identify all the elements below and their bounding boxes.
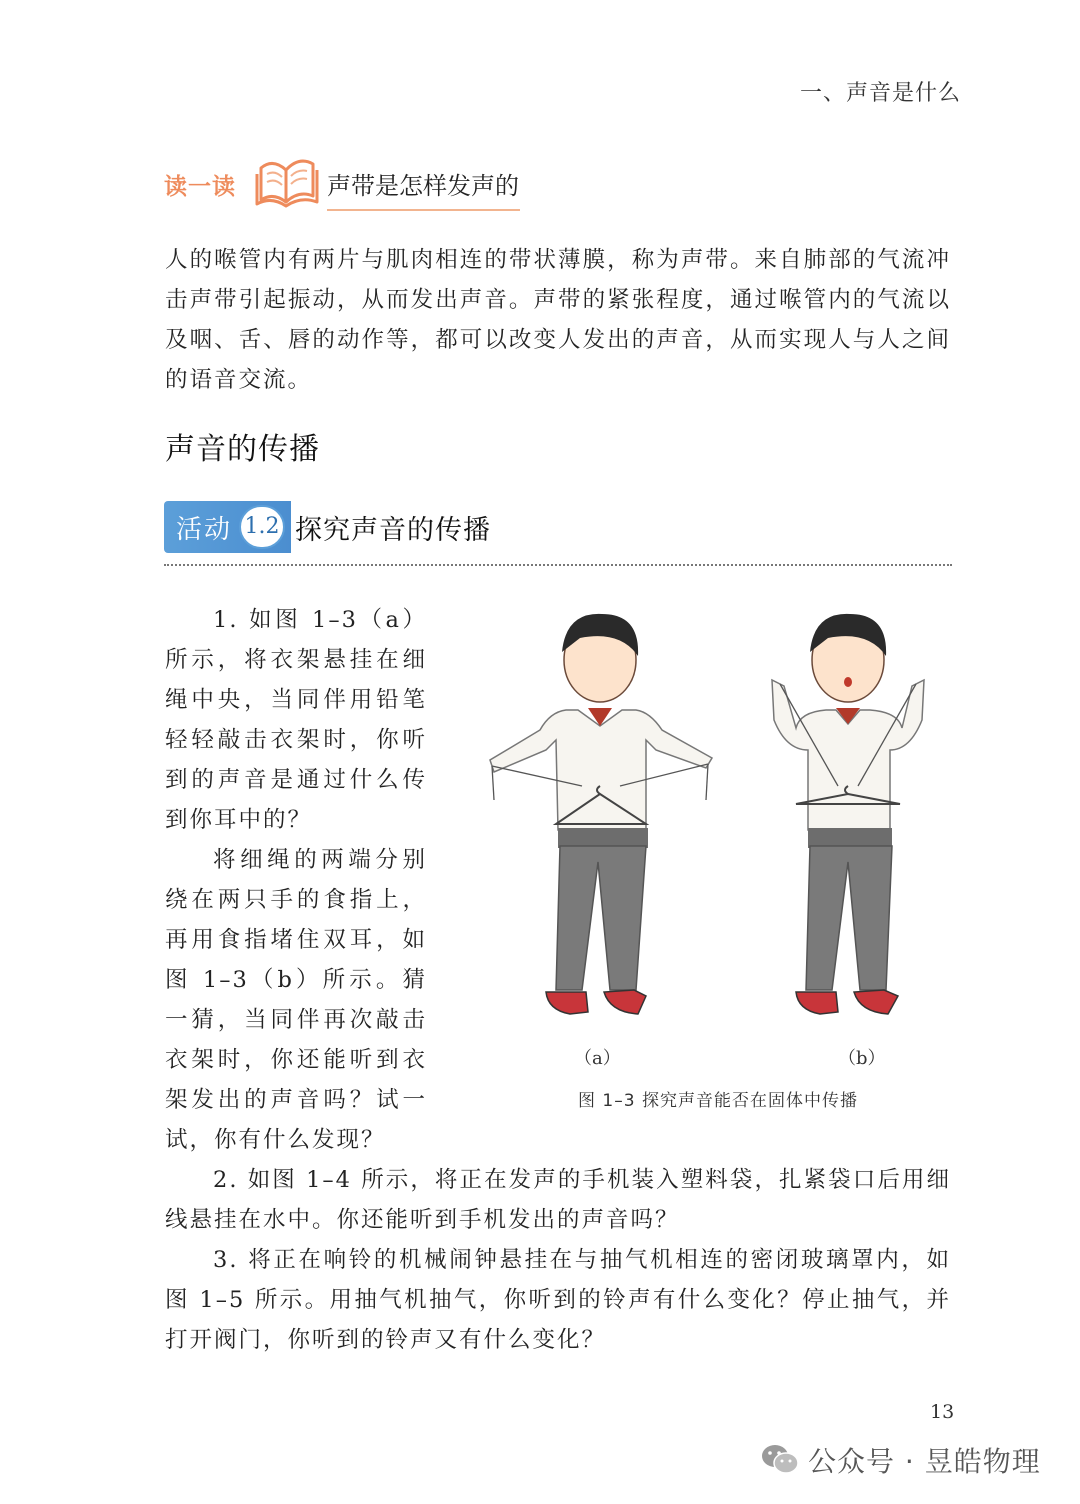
figure-illustration — [470, 600, 950, 1040]
section-title: 声音的传播 — [165, 432, 320, 467]
open-book-icon — [255, 150, 319, 208]
figure-caption: 图 1–3 探究声音能否在固体中传播 — [578, 1091, 858, 1111]
boy-b-illustration — [772, 614, 924, 1014]
read-box-label: 读一读 — [164, 173, 236, 200]
dotted-divider — [164, 564, 952, 566]
activity-title: 探究声音的传播 — [295, 515, 491, 546]
activity-number-badge: 1.2 — [239, 505, 285, 549]
read-paragraph: 人的喉管内有两片与肌肉相连的带状薄膜，称为声带。来自肺部的气流冲击声带引起振动，从而发出声音。声带的紧张程度，通过喉管内的气流以及咽、舌、唇的动作等，都可以改变人发出的声音，从而实现人与人之间的语音交流。 — [165, 247, 951, 393]
wechat-icon — [760, 1442, 800, 1476]
activity-label: 活动 — [176, 515, 233, 545]
step2-text: 2. 如图 1–4 所示，将正在发声的手机装入塑料袋，扎紧袋口后用细线悬挂在水中。你还能听到手机发出的声音吗？ — [165, 1167, 951, 1233]
step1-text — [165, 600, 427, 1160]
step1-part2: 将细绳的两端分别绕在两只手的食指上，再用食指堵住双耳，如图 1–3（b）所示。猜一猜，当同伴再次敲击衣架时，你还能听到衣架发出的声音吗？试一试，你有什么发现？ — [165, 847, 427, 1153]
page-number: 13 — [930, 1401, 955, 1423]
read-box-title: 声带是怎样发声的 — [327, 166, 520, 211]
figure-label-b: （b） — [838, 1048, 886, 1069]
step3-text: 3. 将正在响铃的机械闹钟悬挂在与抽气机相连的密闭玻璃罩内，如图 1–5 所示。用抽气机抽气，你听到的铃声有什么变化？停止抽气，并打开阀门，你听到的铃声又有什么变化？ — [165, 1247, 951, 1353]
running-header: 一、声音是什么 — [800, 81, 962, 106]
boy-a-illustration — [490, 614, 712, 1014]
figure-label-a: （a） — [574, 1048, 621, 1069]
step1-part1: 1. 如图 1–3（a）所示，将衣架悬挂在细绳中央，当同伴用铅笔轻轻敲击衣架时，你听到的声音是通过什么传到你耳中的？ — [165, 607, 427, 833]
watermark-text: 公众号 · 昱皓物理 — [808, 1445, 1041, 1478]
